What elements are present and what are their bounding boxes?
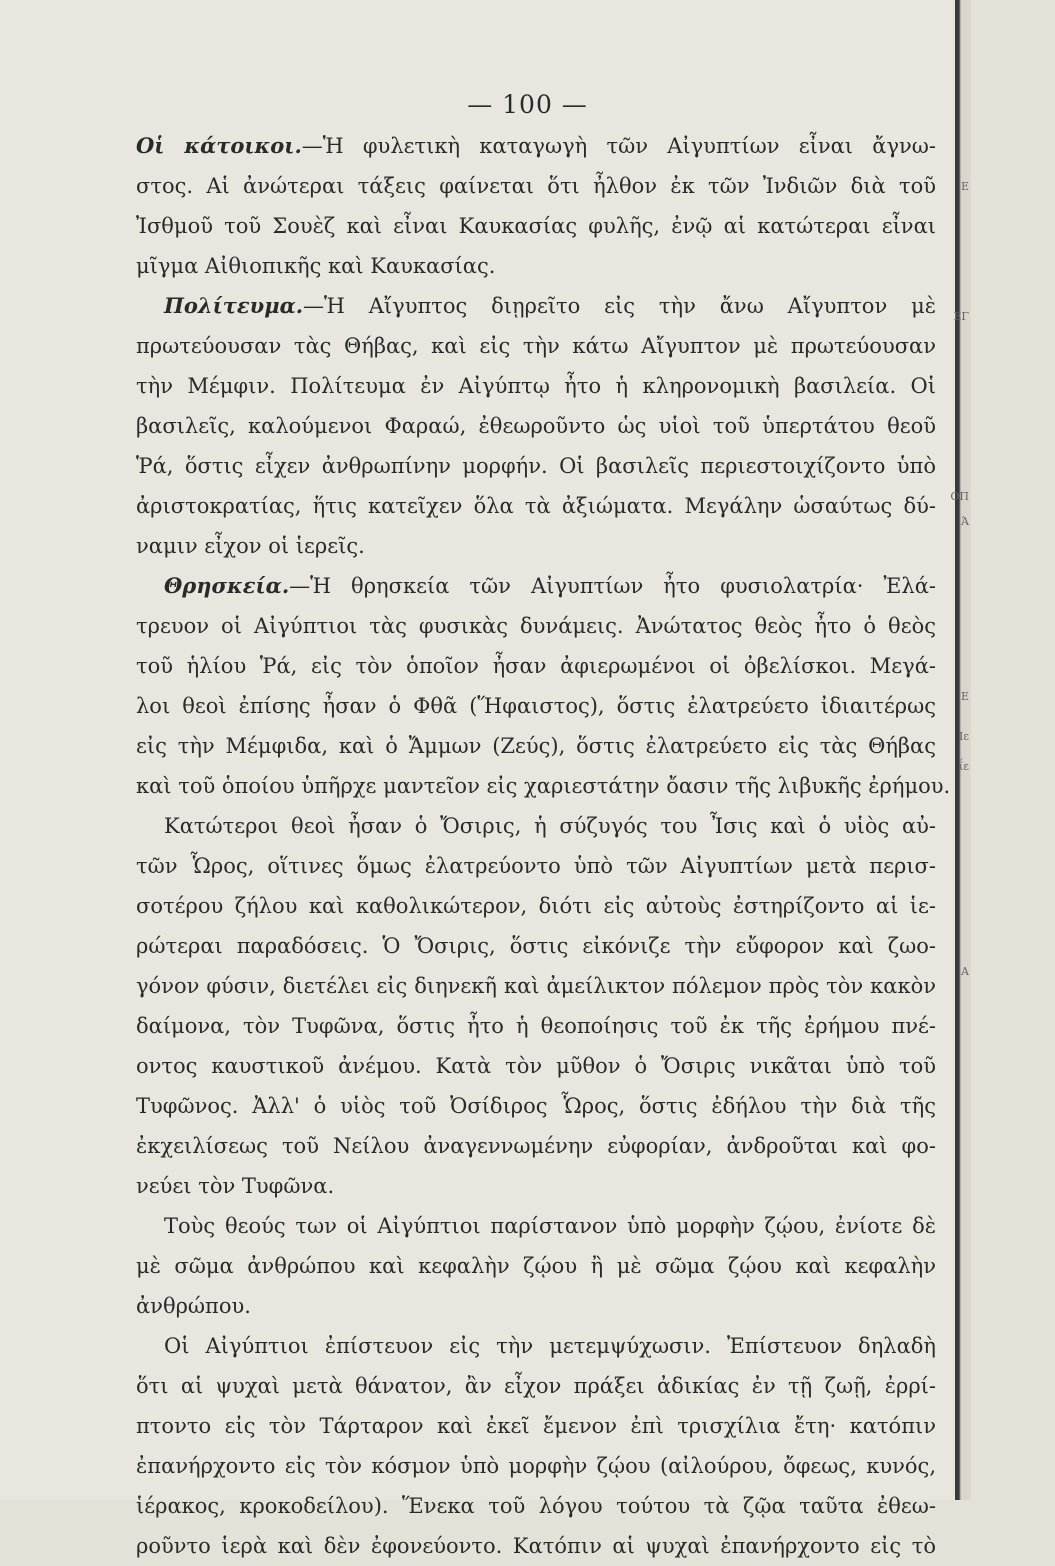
text-line: ἐκχειλίσεως τοῦ Νείλου ἀναγεννωμένην εὐφορίαν, ἀνδροῦται καὶ φο- bbox=[136, 1134, 936, 1158]
text-line: δαίμονα, τὸν Τυφῶνα, ὅστις ἦτο ἡ θεοποίησις τοῦ ἐκ τῆς ἐρήμου πνέ- bbox=[136, 1014, 936, 1038]
text-line: Κατώτεροι θεοὶ ἦσαν ὁ Ὄσιρις, ἡ σύζυγός του Ἶσις καὶ ὁ υἱὸς αὐ- bbox=[164, 814, 936, 838]
text-line: ὅτι αἱ ψυχαὶ μετὰ θάνατον, ἂν εἶχον πράξει ἀδικίας ἐν τῇ ζωῇ, ἐρρί- bbox=[136, 1374, 936, 1398]
text-line: εἰς τὴν Μέμφιδα, καὶ ὁ Ἄμμων (Ζεύς), ὅστις ἐλατρεύετο εἰς τὰς Θήβας bbox=[136, 734, 936, 758]
text-line: βασιλεῖς, καλούμενοι Φαραώ, ἐθεωροῦντο ὡς υἱοὶ τοῦ ὑπερτάτου θεοῦ bbox=[136, 414, 936, 438]
text-line: ροῦντο ἱερὰ καὶ δὲν ἐφονεύοντο. Κατόπιν αἱ ψυχαὶ ἐπανήρχοντο εἰς τὸ bbox=[136, 1534, 936, 1558]
section-heading: Οἱ κάτοικοι. bbox=[136, 133, 302, 158]
text-line: Θρησκεία.—Ἡ θρησκεία τῶν Αἰγυπτίων ἦτο φυσιολατρία· Ἐλά- bbox=[164, 573, 936, 598]
text-line: ἱέρακος, κροκοδείλου). Ἕνεκα τοῦ λόγου τούτου τὰ ζῷα ταῦτα ἐθεω- bbox=[136, 1494, 936, 1518]
text-line: πτοντο εἰς τὸν Τάρταρον καὶ ἐκεῖ ἔμενον ἐπὶ τρισχίλια ἔτη· κατόπιν bbox=[136, 1414, 936, 1438]
text-line: τρευον οἱ Αἰγύπτιοι τὰς φυσικὰς δυνάμεις. Ἀνώτατος θεὸς ἦτο ὁ θεὸς bbox=[136, 614, 936, 638]
text-line: ναμιν εἶχον οἱ ἱερεῖς. bbox=[136, 534, 365, 558]
adjacent-page-edge bbox=[950, 0, 971, 1500]
section-heading: Θρησκεία. bbox=[164, 573, 290, 598]
text-line: τῶν Ὧρος, οἵτινες ὅμως ἐλατρεύοντο ὑπὸ τῶν Αἰγυπτίων μετὰ περισ- bbox=[136, 854, 936, 878]
text-line: γόνον φύσιν, διετέλει εἰς διηνεκῆ καὶ ἀμείλικτον πόλεμον πρὸς τὸν κακὸν bbox=[136, 974, 936, 998]
text-line: ρώτεραι παραδόσεις. Ὁ Ὄσιρις, ὅστις εἰκόνιζε τὴν εὔφορον καὶ ζωο- bbox=[136, 934, 936, 958]
text-line: Οἱ Αἰγύπτιοι ἐπίστευον εἰς τὴν μετεμψύχωσιν. Ἐπίστευον δηλαδὴ bbox=[164, 1334, 936, 1358]
section-heading: Πολίτευμα. bbox=[164, 293, 304, 318]
page-number: — 100 — bbox=[467, 90, 588, 119]
edge-fragment: ΕΓ bbox=[953, 310, 969, 323]
text-line: ἀνθρώπου. bbox=[136, 1294, 251, 1318]
text-line: Ἰσθμοῦ τοῦ Σουὲζ καὶ εἶναι Καυκασίας φυλῆς, ἐνῷ αἱ κατώτεραι εἶναι bbox=[136, 214, 936, 238]
text-line: νεύει τὸν Τυφῶνα. bbox=[136, 1174, 335, 1198]
text-line: τὴν Μέμφιν. Πολίτευμα ἐν Αἰγύπτῳ ἦτο ἡ κληρονομικὴ βασιλεία. Οἱ bbox=[136, 374, 936, 398]
text-line: πρωτεύουσαν τὰς Θήβας, καὶ εἰς τὴν κάτω Αἴγυπτον μὲ πρωτεύουσαν bbox=[136, 334, 936, 358]
edge-fragment: ΟΠ bbox=[950, 490, 969, 503]
edge-fragment: Ε bbox=[960, 690, 969, 703]
text-line: Ῥά, ὅστις εἶχεν ἀνθρωπίνην μορφήν. Οἱ βασιλεῖς περιεστοιχίζοντο ὑπὸ bbox=[136, 454, 936, 478]
text-line: τοῦ ἡλίου Ῥά, εἰς τὸν ὁποῖον ἦσαν ἀφιερωμένοι οἱ ὀβελίσκοι. Μεγά- bbox=[136, 654, 936, 678]
text-line: Τοὺς θεούς των οἱ Αἰγύπτιοι παρίστανον ὑπὸ μορφὴν ζῴου, ἐνίοτε δὲ bbox=[164, 1214, 936, 1238]
text-line: ἐπανήρχοντο εἰς τὸν κόσμον ὑπὸ μορφὴν ζῴου (αἰλούρου, ὄφεως, κυνός, bbox=[136, 1454, 936, 1478]
text-line: ἀριστοκρατίας, ἥτις κατεῖχεν ὅλα τὰ ἀξιώματα. Μεγάλην ὡσαύτως δύ- bbox=[136, 494, 936, 518]
text-line: Οἱ κάτοικοι.—Ἡ φυλετικὴ καταγωγὴ τῶν Αἰγυπτίων εἶναι ἄγνω- bbox=[136, 133, 937, 158]
edge-fragment: Ε bbox=[960, 180, 969, 193]
text-line: σοτέρου ζήλου καὶ καθολικώτερον, διότι εἰς αὐτοὺς ἐστηρίζοντο αἱ ἱε- bbox=[136, 894, 936, 918]
text-line: οντος καυστικοῦ ἀνέμου. Κατὰ τὸν μῦθον ὁ Ὄσιρις νικᾶται ὑπὸ τοῦ bbox=[136, 1054, 936, 1078]
edge-fragment: Ιε bbox=[958, 730, 969, 743]
text-line: λοι θεοὶ ἐπίσης ἦσαν ὁ Φθᾶ (Ἥφαιστος), ὅστις ἐλατρεύετο ἰδιαιτέρως bbox=[136, 694, 936, 718]
text-line: μῖγμα Αἰθιοπικῆς καὶ Καυκασίας. bbox=[136, 254, 496, 278]
text-line: Πολίτευμα.—Ἡ Αἴγυπτος διῃρεῖτο εἰς τὴν ἄνω Αἴγυπτον μὲ bbox=[164, 293, 936, 318]
edge-fragment: Ά bbox=[961, 515, 969, 528]
text-line: Τυφῶνος. Ἀλλ' ὁ υἱὸς τοῦ Ὀσίδιρος Ὧρος, ὅστις ἐδήλου τὴν διὰ τῆς bbox=[136, 1094, 936, 1118]
text-line: μὲ σῶμα ἀνθρώπου καὶ κεφαλὴν ζῴου ἢ μὲ σῶμα ζῴου καὶ κεφαλὴν bbox=[136, 1254, 936, 1278]
edge-fragment: ΐε bbox=[958, 760, 969, 773]
edge-fragment: Α bbox=[961, 965, 969, 978]
text-line: στος. Αἱ ἀνώτεραι τάξεις φαίνεται ὅτι ἦλθον ἐκ τῶν Ἰνδιῶν διὰ τοῦ bbox=[136, 174, 936, 198]
text-line: καὶ τοῦ ὁποίου ὑπῆρχε μαντεῖον εἰς χαριεστάτην ὄασιν τῆς λιβυκῆς ἐρήμου. bbox=[136, 774, 951, 798]
page-body bbox=[136, 126, 951, 1566]
